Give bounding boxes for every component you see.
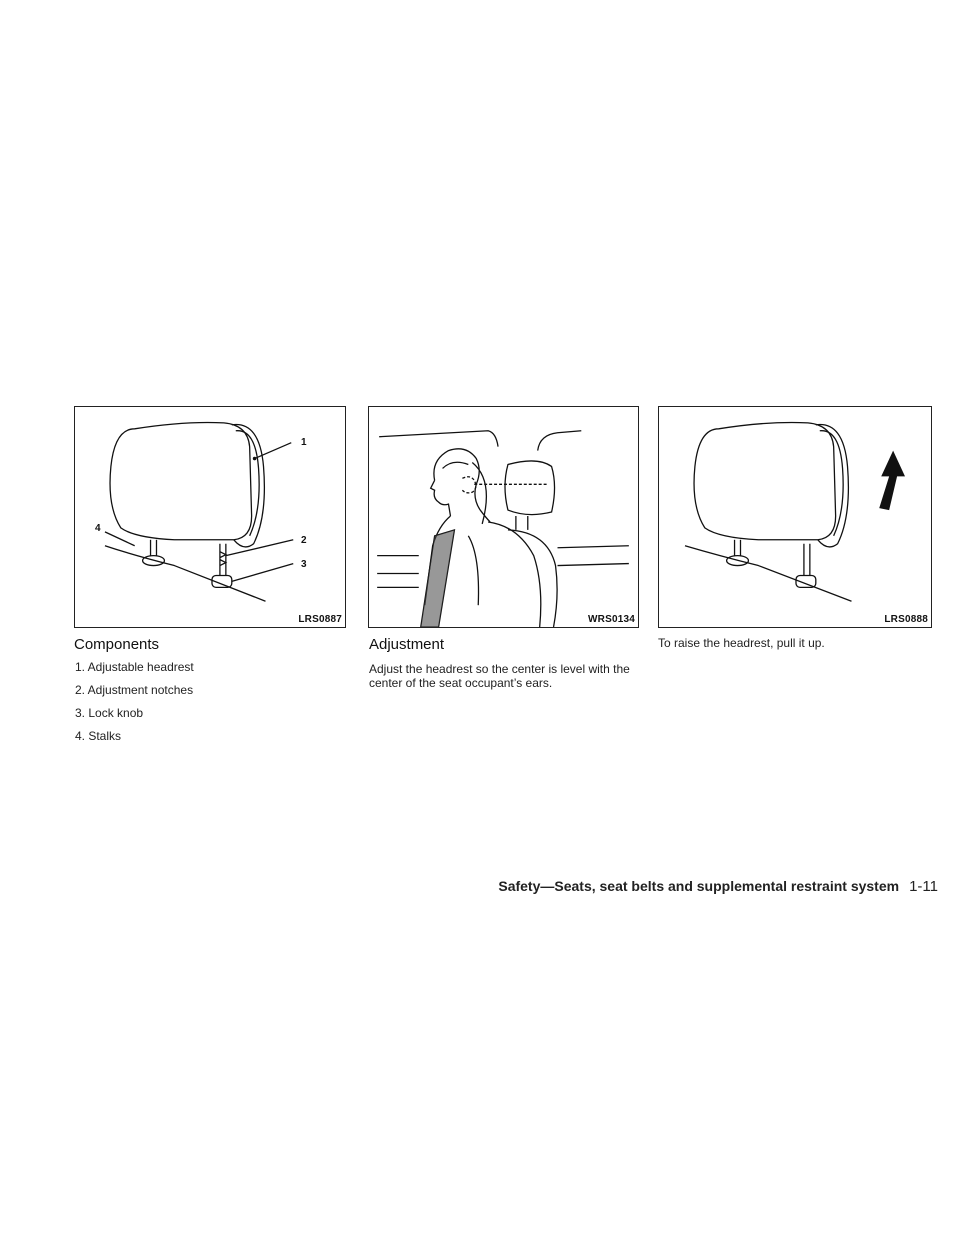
list-item: 3. Lock knob <box>75 706 144 720</box>
figure-code: LRS0888 <box>884 614 928 625</box>
occupant-illustration <box>369 407 638 627</box>
figure-raise <box>658 406 932 628</box>
figure-components <box>74 406 346 628</box>
list-item: 1. Adjustable headrest <box>75 660 194 674</box>
callout-2: 2 <box>301 535 307 546</box>
arrow-up-icon <box>879 451 905 510</box>
callout-3: 3 <box>301 559 307 570</box>
adjustment-heading: Adjustment <box>369 636 445 653</box>
adjustment-body: Adjust the headrest so the center is level with the center of the seat occupant’s ears. <box>369 662 630 690</box>
callout-4: 4 <box>95 523 101 534</box>
callout-1: 1 <box>301 437 307 448</box>
page-number: 1-11 <box>909 878 938 895</box>
raise-body: To raise the headrest, pull it up. <box>658 636 825 650</box>
list-item: 4. Stalks <box>75 729 122 743</box>
page-footer <box>498 878 938 895</box>
figure-code: LRS0887 <box>298 614 342 625</box>
headrest-raise-illustration <box>659 407 931 627</box>
components-heading: Components <box>74 636 160 653</box>
section-title: Safety—Seats, seat belts and supplemental restraint system <box>498 878 900 894</box>
figure-adjustment <box>368 406 639 628</box>
components-list <box>75 661 194 753</box>
figure-code: WRS0134 <box>588 614 635 625</box>
list-item: 2. Adjustment notches <box>75 683 194 697</box>
